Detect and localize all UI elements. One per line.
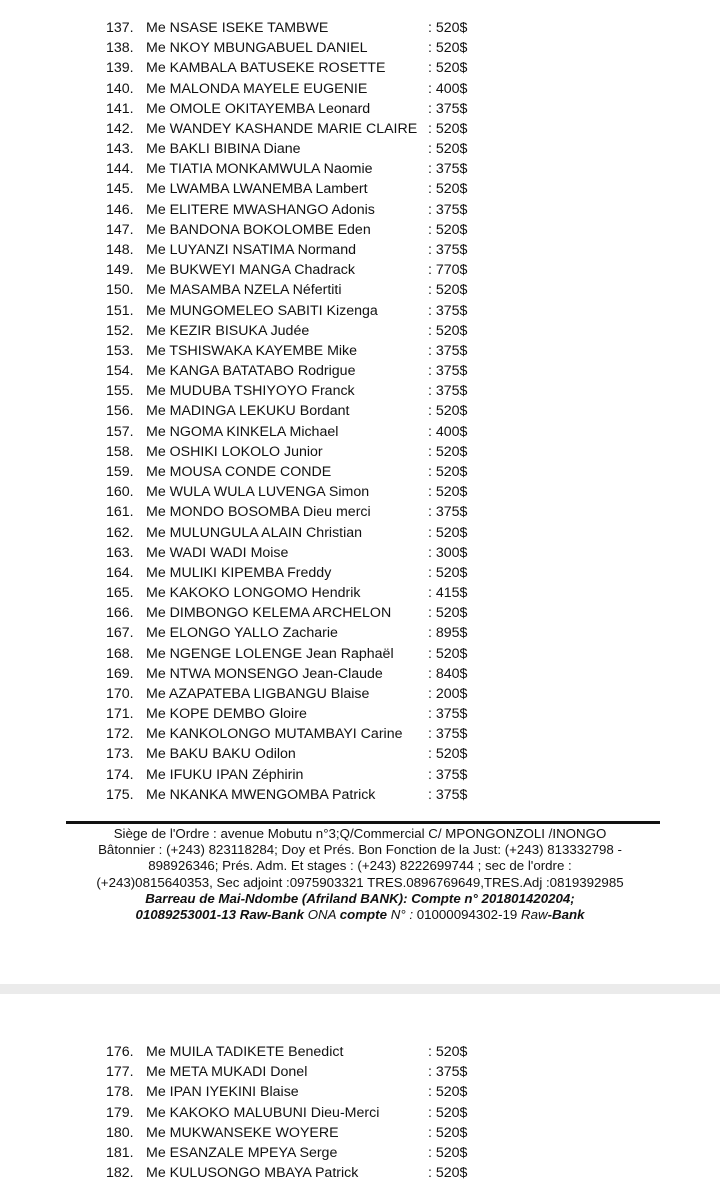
entry-name: Me NKOY MBUNGABUEL DANIEL	[146, 40, 368, 57]
entry-name: Me MADINGA LEKUKU Bordant	[146, 403, 350, 420]
entry-number: 148.	[106, 241, 134, 258]
list-item	[0, 159, 720, 179]
entry-amount: : 520$	[428, 141, 468, 158]
bank-ona: ONA	[304, 907, 340, 923]
entry-amount: : 300$	[428, 544, 468, 561]
entry-amount: : 520$	[428, 1084, 468, 1101]
bank-bank: -Bank	[547, 907, 585, 923]
entry-name: Me TIATIA MONKAMWULA Naomie	[146, 161, 373, 178]
list-item	[0, 280, 720, 300]
entry-number: 158.	[106, 443, 134, 460]
entry-amount: : 520$	[428, 181, 468, 198]
list-item	[0, 1082, 720, 1102]
list-item	[0, 502, 720, 522]
list-item	[0, 684, 720, 704]
entry-name: Me AZAPATEBA LIGBANGU Blaise	[146, 685, 370, 702]
entry-amount: : 520$	[428, 1144, 468, 1161]
entry-amount: : 400$	[428, 80, 468, 97]
list-item	[0, 1143, 720, 1163]
footer-bank-line-1: Barreau de Mai-Ndombe (Afriland BANK): Compte n° 201801420204;	[145, 890, 575, 906]
entry-number: 168.	[106, 645, 134, 662]
entry-number: 169.	[106, 665, 134, 682]
entry-number: 166.	[106, 605, 134, 622]
entry-amount: : 520$	[428, 605, 468, 622]
entry-name: Me IFUKU IPAN Zéphirin	[146, 766, 304, 783]
entry-number: 173.	[106, 746, 134, 763]
entry-number: 146.	[106, 201, 134, 218]
list-item	[0, 260, 720, 280]
entry-amount: : 520$	[428, 221, 468, 238]
list-item	[0, 119, 720, 139]
document-page-2	[0, 994, 720, 1183]
entry-number: 170.	[106, 685, 134, 702]
entry-amount: : 375$	[428, 383, 468, 400]
list-item	[0, 462, 720, 482]
entry-name: Me NSASE ISEKE TAMBWE	[146, 20, 329, 36]
entry-amount: : 520$	[428, 463, 468, 480]
footer-contacts-1: Bâtonnier : (+243) 823118284; Doy et Prés. Bon Fonction de la Just: (+243) 813332798 -	[98, 842, 622, 858]
entry-name: Me MULIKI KIPEMBA Freddy	[146, 564, 332, 581]
entry-number: 161.	[106, 504, 134, 521]
entry-amount: : 520$	[428, 645, 468, 662]
list-item	[0, 482, 720, 502]
entry-amount: : 375$	[428, 201, 468, 218]
entry-name: Me OSHIKI LOKOLO Junior	[146, 443, 323, 460]
entry-name: Me DIMBONGO KELEMA ARCHELON	[146, 605, 392, 622]
list-item	[0, 704, 720, 724]
list-item	[0, 18, 720, 38]
entry-name: Me KAMBALA BATUSEKE ROSETTE	[146, 60, 386, 77]
entry-name: Me MUKWANSEKE WOYERE	[146, 1124, 339, 1141]
list-item	[0, 785, 720, 805]
entry-number: 172.	[106, 726, 134, 743]
entry-name: Me MOUSA CONDE CONDE	[146, 463, 332, 480]
entry-name: Me BAKLI BIBINA Diane	[146, 141, 301, 158]
list-item	[0, 664, 720, 684]
entry-amount: : 520$	[428, 1044, 468, 1060]
entry-number: 143.	[106, 141, 134, 158]
entry-name: Me MASAMBA NZELA Néfertiti	[146, 282, 342, 299]
list-item	[0, 724, 720, 744]
entry-name: Me ESANZALE MPEYA Serge	[146, 1144, 338, 1161]
entry-name: Me IPAN IYEKINI Blaise	[146, 1084, 299, 1101]
entry-name: Me KEZIR BISUKA Judée	[146, 322, 310, 339]
entry-name: Me LUYANZI NSATIMA Normand	[146, 241, 356, 258]
entry-name: Me ELITERE MWASHANGO Adonis	[146, 201, 375, 218]
entry-amount: : 375$	[428, 1064, 468, 1081]
bank-numero-label: N° :	[387, 907, 417, 923]
entry-amount: : 200$	[428, 685, 468, 702]
list-item	[0, 1042, 720, 1062]
entry-number: 147.	[106, 221, 134, 238]
list-item	[0, 603, 720, 623]
entry-amount: : 520$	[428, 524, 468, 541]
entry-number: 178.	[106, 1084, 134, 1101]
entry-amount: : 520$	[428, 40, 468, 57]
page-footer	[80, 826, 640, 923]
entry-name: Me OMOLE OKITAYEMBA Leonard	[146, 100, 371, 117]
list-item	[0, 381, 720, 401]
bank-account-rawbank: 01089253001-13 Raw-Bank	[135, 907, 304, 923]
footer-contacts-3: (+243)0815640353, Sec adjoint :0975903321 TRES.0896769649,TRES.Adj :0819392985	[96, 874, 624, 890]
entry-number: 150.	[106, 282, 134, 299]
entry-number: 144.	[106, 161, 134, 178]
entry-number: 142.	[106, 120, 134, 137]
entry-amount: : 520$	[428, 564, 468, 581]
entry-amount: : 520$	[428, 746, 468, 763]
list-item	[0, 523, 720, 543]
list-item	[0, 321, 720, 341]
entry-amount: : 520$	[428, 1165, 468, 1182]
entry-amount: : 375$	[428, 726, 468, 743]
list-item	[0, 442, 720, 462]
list-item	[0, 1163, 720, 1183]
entry-number: 156.	[106, 403, 134, 420]
list-item	[0, 563, 720, 583]
entry-number: 139.	[106, 60, 134, 77]
entry-name: Me KANKOLONGO MUTAMBAYI Carine	[146, 726, 403, 743]
entry-amount: : 840$	[428, 665, 468, 682]
entry-amount: : 375$	[428, 100, 468, 117]
list-item	[0, 38, 720, 58]
entry-number: 159.	[106, 463, 134, 480]
list-item	[0, 361, 720, 381]
list-item	[0, 543, 720, 563]
entry-name: Me BAKU BAKU Odilon	[146, 746, 296, 763]
entry-number: 137.	[106, 20, 134, 36]
entry-name: Me BUKWEYI MANGA Chadrack	[146, 262, 355, 279]
entry-name: Me NGOMA KINKELA Michael	[146, 423, 339, 440]
entry-name: Me MULUNGULA ALAIN Christian	[146, 524, 363, 541]
entry-amount: : 375$	[428, 161, 468, 178]
entry-number: 152.	[106, 322, 134, 339]
entry-number: 154.	[106, 363, 134, 380]
entry-name: Me MUNGOMELEO SABITI Kizenga	[146, 302, 378, 319]
entry-number: 181.	[106, 1144, 134, 1161]
bank-account-2: 01000094302-19	[416, 907, 521, 923]
entry-number: 177.	[106, 1064, 134, 1081]
entry-number: 155.	[106, 383, 134, 400]
entry-amount: : 520$	[428, 282, 468, 299]
entry-number: 164.	[106, 564, 134, 581]
entry-amount: : 770$	[428, 262, 468, 279]
list-item	[0, 744, 720, 764]
list-item	[0, 240, 720, 260]
bank-raw: Raw	[520, 907, 548, 923]
entry-name: Me WULA WULA LUVENGA Simon	[146, 484, 370, 501]
entry-number: 151.	[106, 302, 134, 319]
list-item	[0, 422, 720, 442]
entry-name: Me KULUSONGO MBAYA Patrick	[146, 1165, 359, 1182]
entry-amount: : 400$	[428, 423, 468, 440]
entry-name: Me KAKOKO LONGOMO Hendrik	[146, 585, 361, 602]
entry-name: Me ELONGO YALLO Zacharie	[146, 625, 338, 642]
list-item	[0, 139, 720, 159]
entry-amount: : 415$	[428, 585, 468, 602]
entry-number: 167.	[106, 625, 134, 642]
entry-name: Me BANDONA BOKOLOMBE Eden	[146, 221, 371, 238]
entry-amount: : 895$	[428, 625, 468, 642]
list-item	[0, 583, 720, 603]
entry-name: Me LWAMBA LWANEMBA Lambert	[146, 181, 368, 198]
list-item	[0, 1103, 720, 1123]
entry-number: 149.	[106, 262, 134, 279]
footer-contacts-2: 898926346; Prés. Adm. Et stages : (+243) 8222699744 ; sec de l'ordre :	[148, 858, 572, 874]
list-item	[0, 58, 720, 78]
entry-amount: : 520$	[428, 60, 468, 77]
entry-amount: : 520$	[428, 322, 468, 339]
entry-number: 182.	[106, 1165, 134, 1182]
list-item	[0, 644, 720, 664]
entry-amount: : 375$	[428, 706, 468, 723]
entry-amount: : 375$	[428, 504, 468, 521]
list-item	[0, 765, 720, 785]
entry-amount: : 520$	[428, 120, 468, 137]
entry-name: Me NKANKA MWENGOMBA Patrick	[146, 786, 376, 803]
entry-number: 141.	[106, 100, 134, 117]
list-item	[0, 1123, 720, 1143]
entry-number: 179.	[106, 1104, 134, 1121]
footer-address: Siège de l'Ordre : avenue Mobutu n°3;Q/Commercial C/ MPONGONZOLI /INONGO	[113, 826, 607, 841]
list-item	[0, 99, 720, 119]
entry-name: Me WANDEY KASHANDE MARIE CLAIRE	[146, 120, 418, 137]
entry-amount: : 375$	[428, 363, 468, 380]
list-item	[0, 179, 720, 199]
list-item	[0, 341, 720, 361]
entry-amount: : 375$	[428, 766, 468, 783]
entry-amount: : 375$	[428, 241, 468, 258]
entry-number: 163.	[106, 544, 134, 561]
entry-number: 138.	[106, 40, 134, 57]
entry-number: 140.	[106, 80, 134, 97]
entry-name: Me MONDO BOSOMBA Dieu merci	[146, 504, 371, 521]
list-item	[0, 623, 720, 643]
entry-name: Me TSHISWAKA KAYEMBE Mike	[146, 342, 358, 359]
entry-amount: : 520$	[428, 443, 468, 460]
entry-amount: : 520$	[428, 20, 468, 36]
bank-compte: compte	[339, 907, 388, 923]
entry-amount: : 520$	[428, 484, 468, 501]
entry-number: 157.	[106, 423, 134, 440]
footer-bank-line-2	[80, 907, 640, 923]
entry-number: 176.	[106, 1044, 134, 1060]
footer-divider	[66, 821, 660, 824]
entry-number: 165.	[106, 585, 134, 602]
entry-amount: : 520$	[428, 1124, 468, 1141]
entry-amount: : 375$	[428, 302, 468, 319]
entry-name: Me MALONDA MAYELE EUGENIE	[146, 80, 368, 97]
entry-name: Me MUDUBA TSHIYOYO Franck	[146, 383, 355, 400]
list-item	[0, 79, 720, 99]
entry-amount: : 520$	[428, 403, 468, 420]
entry-number: 171.	[106, 706, 134, 723]
entry-name: Me WADI WADI Moise	[146, 544, 289, 561]
entry-number: 180.	[106, 1124, 134, 1141]
entry-number: 174.	[106, 766, 134, 783]
list-item	[0, 220, 720, 240]
entry-amount: : 375$	[428, 342, 468, 359]
entry-amount: : 375$	[428, 786, 468, 803]
list-item	[0, 401, 720, 421]
entry-name: Me KAKOKO MALUBUNI Dieu-Merci	[146, 1104, 380, 1121]
list-item	[0, 200, 720, 220]
entry-number: 175.	[106, 786, 134, 803]
entry-name: Me KANGA BATATABO Rodrigue	[146, 363, 356, 380]
entry-amount: : 520$	[428, 1104, 468, 1121]
entry-name: Me MUILA TADIKETE Benedict	[146, 1044, 344, 1060]
entry-name: Me KOPE DEMBO Gloire	[146, 706, 307, 723]
entry-name: Me NGENGE LOLENGE Jean Raphaël	[146, 645, 394, 662]
entry-number: 160.	[106, 484, 134, 501]
entry-number: 153.	[106, 342, 134, 359]
list-item	[0, 1062, 720, 1082]
entry-name: Me NTWA MONSENGO Jean-Claude	[146, 665, 383, 682]
entry-number: 145.	[106, 181, 134, 198]
entry-number: 162.	[106, 524, 134, 541]
list-item	[0, 301, 720, 321]
entry-name: Me META MUKADI Donel	[146, 1064, 308, 1081]
